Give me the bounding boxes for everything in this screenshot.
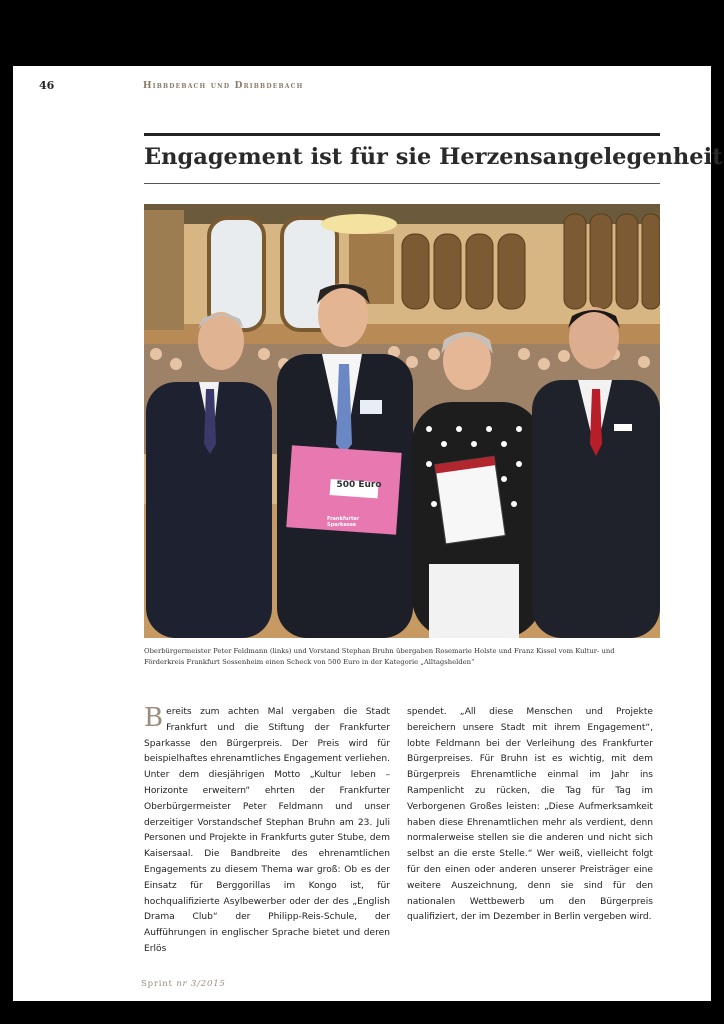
cheque-amount: 500 Euro <box>336 480 382 490</box>
photo-caption <box>144 646 674 668</box>
caption-line-1: Oberbürgermeister Peter Feldmann (links) und Vorstand Stephan Bruhn übergaben Rosemarie Holste und Franz Kissel vom Kultur- und <box>144 647 615 655</box>
article-column-1 <box>144 705 390 958</box>
article-text-col2: spendet. „All diese Menschen und Projekte bereichern unsere Stadt mit ihrem Engagement“, lobte Feldmann bei der Verleihung des Frankfurter Bürgerpreises. Für Bruhn ist es wichtig, mit dem Bürgerpreis Ehrenamtliche einmal im Jahr ins Rampenlicht zu rücken, die Tag für Tag im Verborgenen Großes leisten: „Diese Aufmerksamkeit haben diese Ehrenamtlichen mehr als verdient, denn normalerweise stellen sie die anderen und nicht sich selbst an die erste Stelle.“ Wer weiß, vielleicht folgt für den einen oder anderen unserer Preisträger eine weitere Auszeichnung, denn sie sind für den nationalen Wettbewerb um den Bürgerpreis qualifiziert, der im Dezember in Berlin vergeben wird. <box>407 707 653 923</box>
page-number: 46 <box>39 79 55 92</box>
issue-number: nr 3/2015 <box>176 979 226 989</box>
headline-rule-bottom <box>144 183 660 184</box>
article-column-2 <box>407 705 653 926</box>
dropcap: B <box>144 703 164 733</box>
article-text-col1: ereits zum achten Mal vergaben die Stadt Frankfurt und die Stiftung der Frankfurter Sparkasse den Bürgerpreis. Der Preis wird für beispielhaftes ehrenamtliches Engagement verliehen. Unter dem diesjährigen Motto „Kultur leben – Horizonte erweitern“ ehrten der Frankfurter Oberbürgermeister Peter Feldmann und unser derzeitiger Vorstandschef Stephan Bruhn am 23. Juli Personen und Projekte in Frankfurts guter Stube, dem Kaisersaal. Die Bandbreite des ehrenamtlichen Engagements zu diesem Thema war groß: Ob es der Einsatz für Berggorillas im Kongo ist, für hochqualifizierte Asylbewerber oder der des „English Drama Club“ der Philipp-Reis-Schule, der Aufführungen in englischer Sprache bietet und deren Erlös <box>144 707 390 954</box>
cheque-bank: Frankfurter Sparkasse <box>327 516 360 528</box>
caption-line-2: Förderkreis Frankfurt Sossenheim einen Scheck von 500 Euro in der Kategorie „Alltagshelden“ <box>144 658 475 666</box>
footer <box>141 979 226 989</box>
section-title: Hibbdebach und Dribbdebach <box>143 81 304 91</box>
award-photo <box>144 204 660 638</box>
photo-illustration <box>144 204 660 638</box>
headline: Engagement ist für sie Herzensangelegenheit <box>144 144 723 170</box>
magazine-name: Sprint <box>141 979 173 989</box>
magazine-page <box>13 66 723 1001</box>
headline-rule-top <box>144 133 660 136</box>
